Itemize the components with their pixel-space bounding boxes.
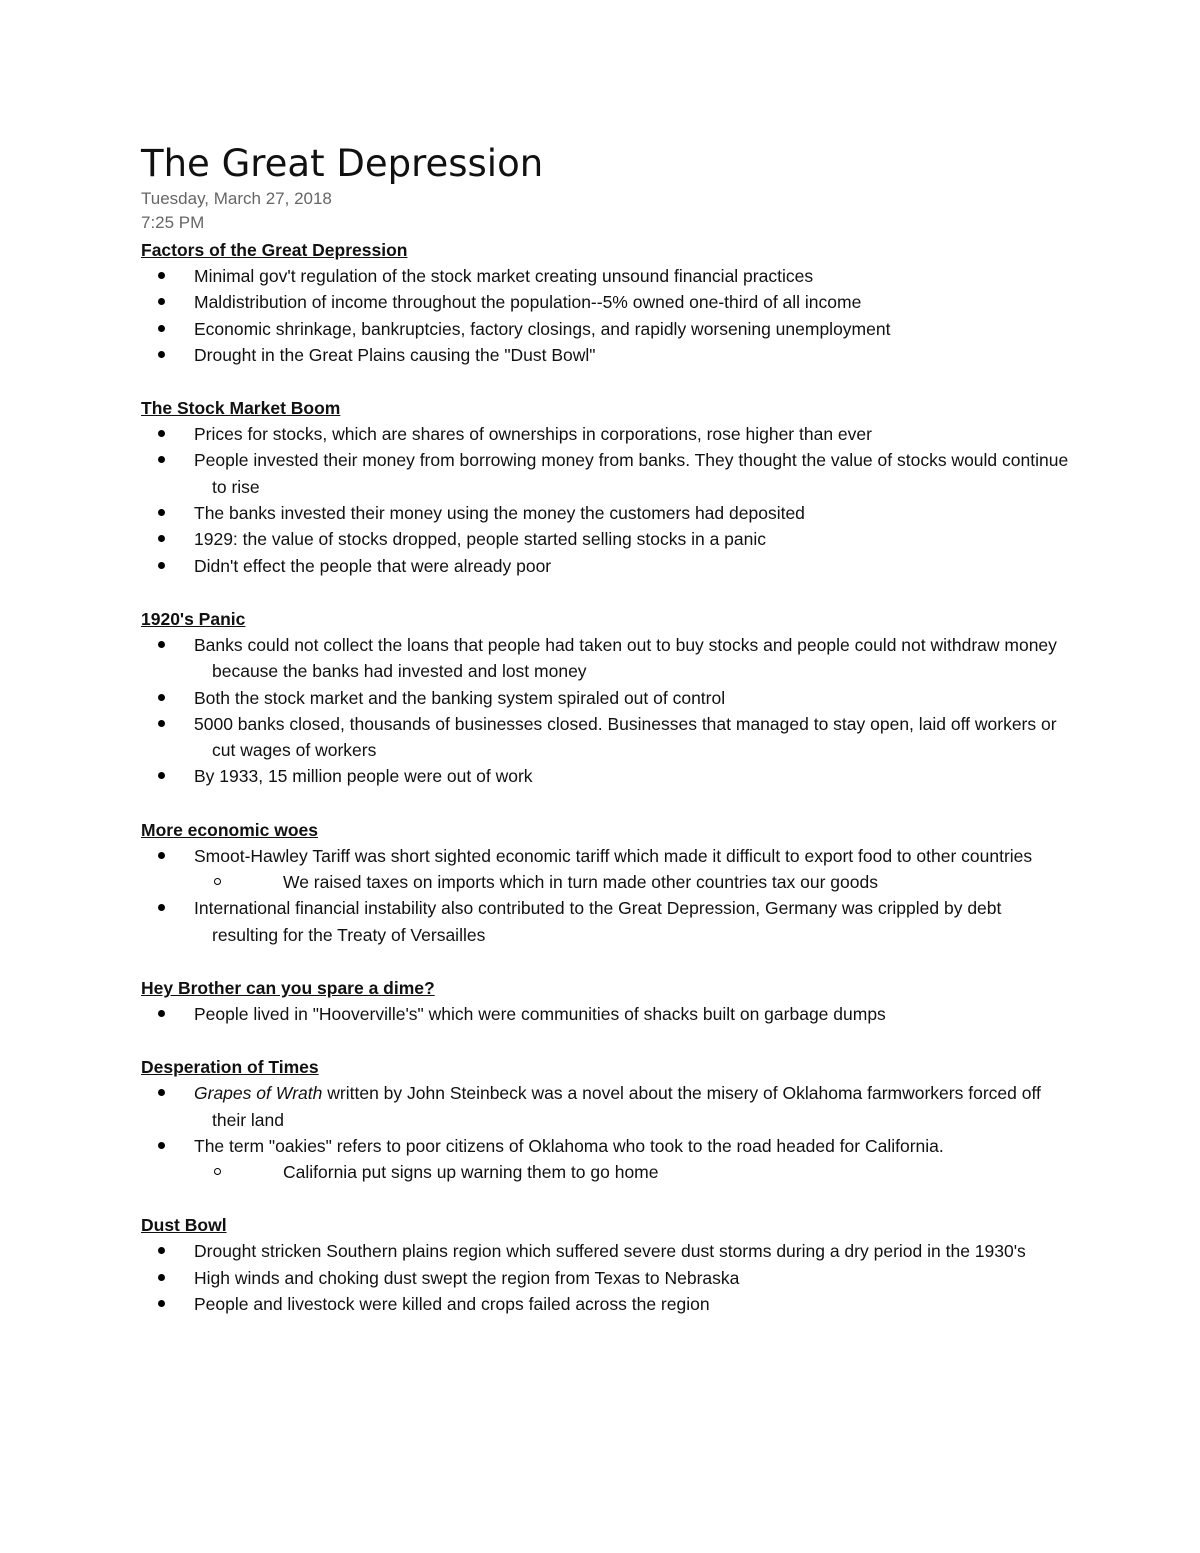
list-item-text: written by John Steinbeck was a novel about the misery of Oklahoma farmworkers forced off their land [212, 1083, 1041, 1130]
list-item: High winds and choking dust swept the region from Texas to Nebraska [141, 1265, 1071, 1291]
list-item: Smoot-Hawley Tariff was short sighted economic tariff which made it difficult to export food to other countries [141, 843, 1071, 869]
list-item: People invested their money from borrowing money from banks. They thought the value of stocks would continue to rise [141, 447, 1071, 500]
section-heading: Dust Bowl [141, 1215, 227, 1236]
list-item: Drought stricken Southern plains region which suffered severe dust storms during a dry period in the 1930's [141, 1238, 1071, 1264]
bullet-list [141, 1238, 1071, 1317]
list-item: The term "oakies" refers to poor citizens of Oklahoma who took to the road headed for California. [141, 1133, 1071, 1159]
list-item: By 1933, 15 million people were out of work [141, 763, 1071, 789]
section-heading: Desperation of Times [141, 1057, 319, 1078]
bullet-list [141, 263, 1071, 368]
bullet-list [141, 1001, 1071, 1027]
bullet-list [141, 421, 1071, 579]
section-economic-woes [141, 817, 1071, 948]
bullet-list [141, 1080, 1071, 1185]
list-item: People and livestock were killed and crops failed across the region [141, 1291, 1071, 1317]
list-item: The banks invested their money using the money the customers had deposited [141, 500, 1071, 526]
list-item: Prices for stocks, which are shares of ownerships in corporations, rose higher than ever [141, 421, 1071, 447]
section-dust-bowl [141, 1212, 1071, 1317]
list-item: 5000 banks closed, thousands of businesses closed. Businesses that managed to stay open, laid off workers or cut wages of workers [141, 711, 1071, 764]
list-item: Both the stock market and the banking system spiraled out of control [141, 685, 1071, 711]
sub-list-item: California put signs up warning them to go home [141, 1159, 1071, 1185]
list-item: Drought in the Great Plains causing the "Dust Bowl" [141, 342, 1071, 368]
section-heading: Factors of the Great Depression [141, 240, 408, 260]
section-desperation [141, 1054, 1071, 1185]
bullet-list [141, 632, 1071, 790]
section-1920s-panic [141, 606, 1071, 790]
section-heading: Hey Brother can you spare a dime? [141, 977, 435, 998]
section-heading: 1920's Panic [141, 608, 246, 629]
section-heading: The Stock Market Boom [141, 398, 341, 419]
section-heading: More economic woes [141, 819, 318, 840]
section-spare-a-dime [141, 975, 1071, 1027]
book-title: Grapes of Wrath [194, 1083, 323, 1104]
page-title: The Great Depression [141, 142, 544, 185]
note-time: 7:25 PM [141, 213, 205, 232]
list-item: 1929: the value of stocks dropped, people started selling stocks in a panic [141, 526, 1071, 552]
bullet-list [141, 843, 1071, 948]
list-item: Banks could not collect the loans that people had taken out to buy stocks and people could not withdraw money because the banks had invested and lost money [141, 632, 1071, 685]
list-item: Minimal gov't regulation of the stock market creating unsound financial practices [141, 263, 1071, 289]
list-item: Didn't effect the people that were already poor [141, 553, 1071, 579]
section-stock-market-boom [141, 395, 1071, 579]
list-item: People lived in "Hooverville's" which were communities of shacks built on garbage dumps [141, 1001, 1071, 1027]
sub-list-item: We raised taxes on imports which in turn made other countries tax our goods [141, 869, 1071, 895]
note-body [141, 237, 1071, 1344]
note-date: Tuesday, March 27, 2018 [141, 189, 332, 208]
section-factors [141, 237, 1071, 368]
list-item: International financial instability also contributed to the Great Depression, Germany was crippled by debt resulting for the Treaty of Versailles [141, 895, 1071, 948]
list-item: Maldistribution of income throughout the population--5% owned one-third of all income [141, 289, 1071, 315]
list-item: Economic shrinkage, bankruptcies, factory closings, and rapidly worsening unemployment [141, 316, 1071, 342]
list-item [141, 1080, 1071, 1133]
